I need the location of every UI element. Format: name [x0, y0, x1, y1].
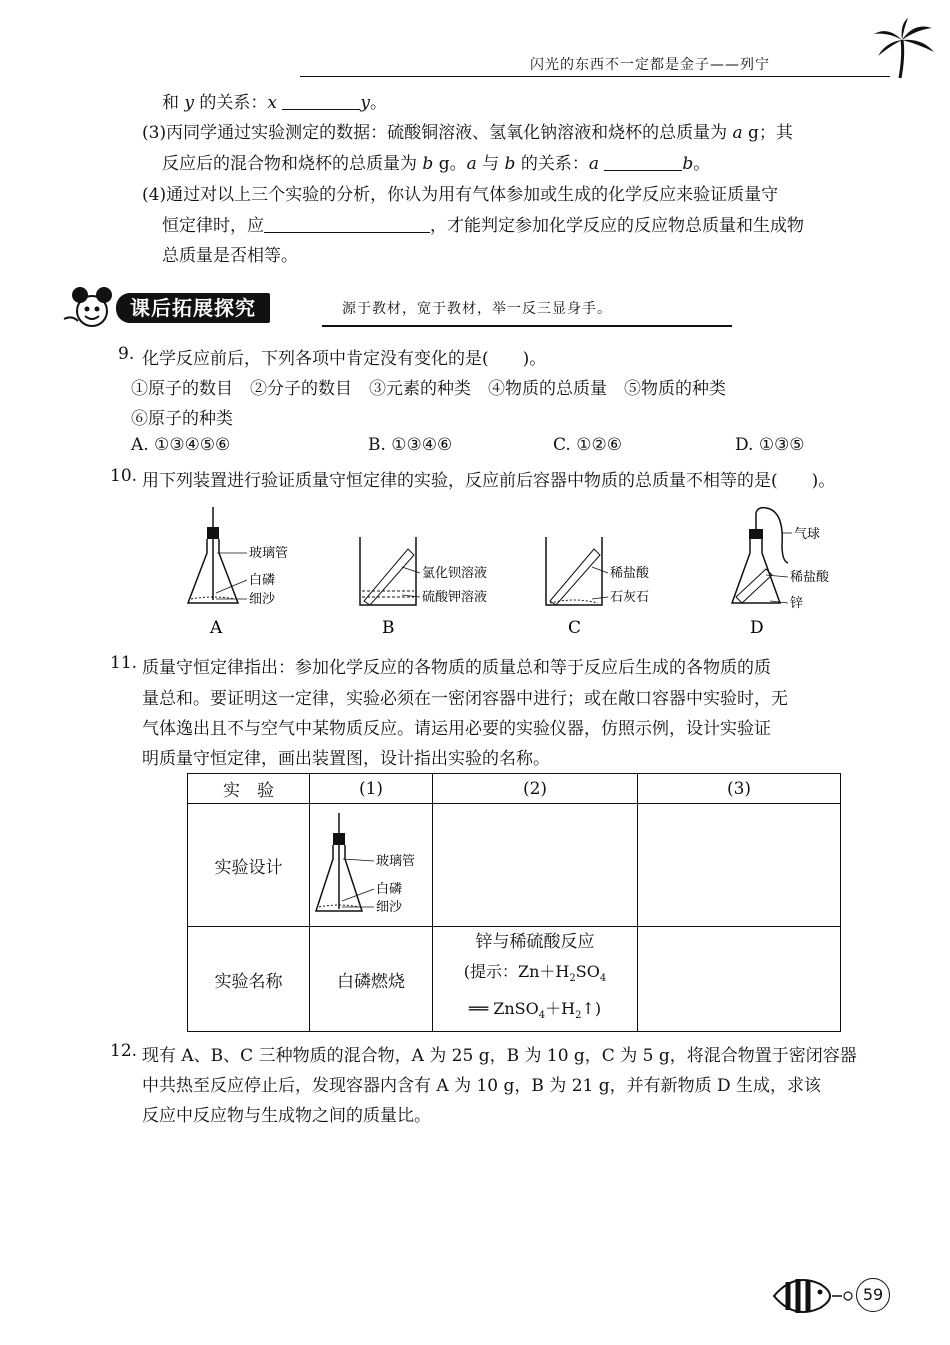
table-header-1: (1)	[310, 774, 433, 804]
q12-line3: 反应中反应物与生成物之间的质量比。	[142, 1106, 431, 1126]
q12-line2: 中共热至反应停止后，发现容器内含有 A 为 10 g，B 为 21 g，并有新物质 D 生成，求该	[142, 1076, 822, 1096]
label-c-limestone: 石灰石	[610, 590, 650, 605]
q9-number: 9.	[118, 344, 135, 364]
design-cell-2[interactable]	[433, 804, 638, 927]
q9-stem: 化学反应前后，下列各项中肯定没有变化的是( )。	[142, 349, 547, 369]
q9-option-a[interactable]: A. ①③④⑤⑥	[131, 435, 231, 455]
apparatus-b	[360, 537, 420, 605]
q11-line2: 量总和。要证明这一定律，实验必须在一密闭容器中进行；或在敞口容器中实验时，无	[142, 689, 788, 709]
palm-tree-icon	[870, 18, 940, 80]
design-cell-3[interactable]	[638, 804, 841, 927]
q11-line4: 明质量守恒定律，画出装置图，设计指出实验的名称。	[142, 749, 550, 769]
q11-line1: 质量守恒定律指出：参加化学反应的各物质的质量总和等于反应后生成的各物质的质	[142, 658, 771, 678]
name2-line2: (提示：$Zn+H_2SO_4$	[463, 962, 607, 985]
header-motto: 闪光的东西不一定都是金子——列宁	[530, 57, 770, 73]
table-row	[188, 927, 841, 1032]
table-header-3: (3)	[638, 774, 841, 804]
name-cell-1: 白磷燃烧	[310, 927, 433, 1032]
fish-icon	[768, 1270, 854, 1322]
page-number: 59	[856, 1278, 890, 1312]
q10-stem: 用下列装置进行验证质量守恒定律的实验，反应前后容器中物质的总质量不相等的是( )。	[142, 471, 836, 491]
name2-line3: ══ $ZnSO_4+H_2↑$)	[468, 999, 602, 1022]
label-b-solution2: 硫酸钾溶液	[422, 590, 488, 605]
letter-b: B	[382, 618, 395, 638]
q8-part4-line2: 恒定律时，应 ，才能判定参加化学反应的反应物总质量和生成物	[162, 216, 804, 236]
design-cell-1	[310, 804, 433, 927]
q10-number: 10.	[110, 466, 138, 486]
section-title: 课后拓展探究	[116, 293, 270, 323]
q9-option-c[interactable]: C. ①②⑥	[553, 435, 622, 455]
q9-option-b[interactable]: B. ①③④⑥	[368, 435, 453, 455]
name-cell-3[interactable]	[638, 927, 841, 1032]
label-d-balloon: 气球	[794, 527, 821, 542]
flask-diagram	[310, 807, 428, 919]
q12-line1: 现有 A、B、C 三种物质的混合物，A 为 25 g，B 为 10 g，C 为 5 g，将混合物置于密闭容器	[142, 1046, 857, 1066]
q8-relation-xy: 和 y 的关系：x y。	[162, 93, 388, 113]
name-cell-2	[433, 927, 638, 1032]
label-b-solution1: 氯化钡溶液	[422, 566, 488, 581]
q8-part3-line2: 反应后的混合物和烧杯的总质量为 b g。a 与 b 的关系：a b。	[162, 154, 711, 174]
label-design-phosphorus: 白磷	[376, 881, 403, 897]
q9-option-d[interactable]: D. ①③⑤	[735, 435, 805, 455]
table-row	[188, 804, 841, 927]
section-banner	[60, 285, 890, 335]
section-underline	[322, 325, 732, 327]
q9-items-line1: ①原子的数目 ②分子的数目 ③元素的种类 ④物质的总质量 ⑤物质的种类	[131, 379, 726, 399]
answer-blank-condition[interactable]	[264, 215, 430, 233]
letter-a: A	[210, 618, 223, 638]
label-a-sand: 细沙	[249, 592, 276, 607]
label-d-zinc: 锌	[790, 596, 804, 611]
label-design-tube: 玻璃管	[376, 853, 416, 869]
apparatus-a	[188, 507, 247, 603]
q8-part3-line1: (3)丙同学通过实验测定的数据：硫酸铜溶液、氢氧化钠溶液和烧杯的总质量为 a g；其	[142, 123, 793, 143]
q8-part4-line1: (4)通过对以上三个实验的分析，你认为用有气体参加或生成的化学反应来验证质量守	[142, 185, 779, 205]
apparatus-c	[546, 537, 608, 605]
row-label-design: 实验设计	[188, 804, 310, 927]
letter-d: D	[750, 618, 764, 638]
label-d-acid: 稀盐酸	[790, 570, 830, 585]
table-header-experiment: 实 验	[188, 774, 310, 804]
table-header-2: (2)	[433, 774, 638, 804]
q8-part4-line3: 总质量是否相等。	[162, 246, 298, 266]
q11-number: 11.	[110, 653, 138, 673]
q12-number: 12.	[110, 1041, 138, 1061]
experiment-table	[187, 773, 841, 1032]
header-rule	[300, 76, 890, 77]
label-design-sand: 细沙	[376, 899, 403, 915]
q9-items-line2: ⑥原子的种类	[131, 409, 233, 429]
q11-line3: 气体逸出且不与空气中某物质反应。请运用必要的实验仪器，仿照示例，设计实验证	[142, 719, 771, 739]
label-c-acid: 稀盐酸	[610, 566, 650, 581]
q10-apparatus-figure	[180, 505, 870, 640]
section-slogan: 源于教材，宽于教材，举一反三显身手。	[342, 301, 612, 317]
letter-c: C	[568, 618, 582, 638]
name2-line1: 锌与稀硫酸反应	[475, 932, 595, 952]
apparatus-d	[732, 508, 792, 603]
label-a-phosphorus: 白磷	[249, 573, 276, 588]
answer-blank-ab[interactable]	[604, 153, 682, 171]
row-label-name: 实验名称	[188, 927, 310, 1032]
label-a-tube: 玻璃管	[249, 546, 289, 561]
table-row	[188, 774, 841, 804]
answer-blank-xy[interactable]	[282, 92, 360, 110]
